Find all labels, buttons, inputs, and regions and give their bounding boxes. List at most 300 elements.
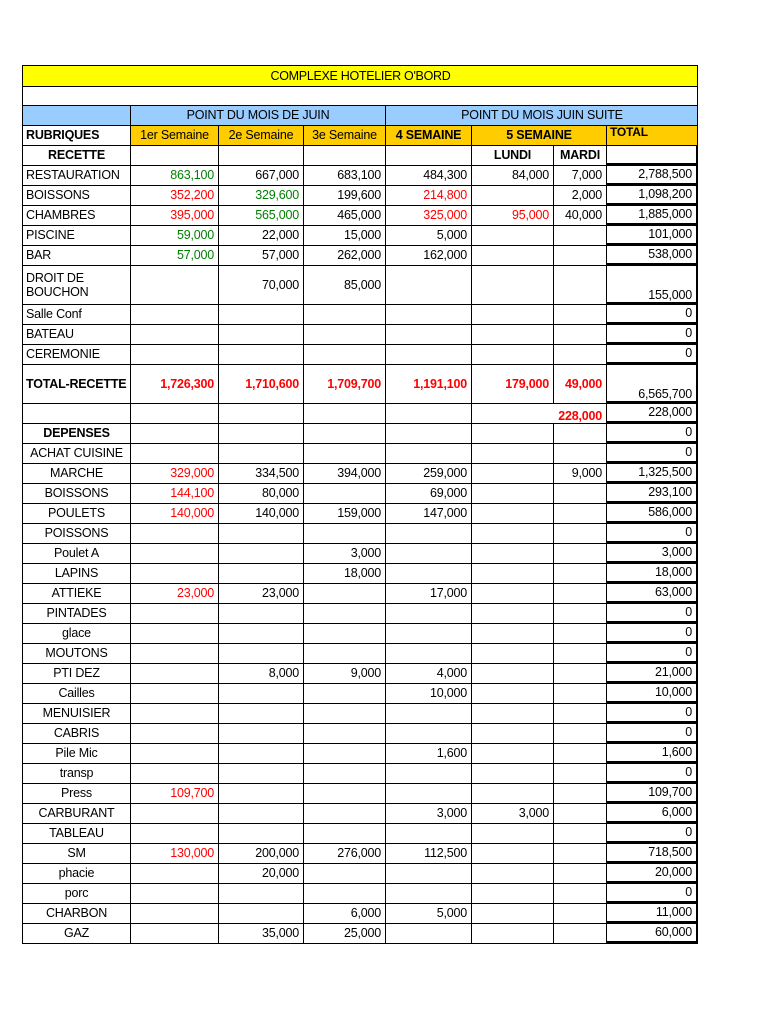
- value-cell: [471, 543, 553, 563]
- sheet-right-border: [697, 65, 698, 943]
- value-cell: [130, 443, 218, 463]
- value-cell: [218, 643, 303, 663]
- value-cell: [471, 883, 553, 903]
- total-cell: 1,600: [606, 743, 698, 763]
- value-cell: [385, 703, 471, 723]
- value-cell: [303, 623, 385, 643]
- total-cell: 0: [606, 603, 698, 623]
- value-cell: [471, 683, 553, 703]
- value-cell: [218, 543, 303, 563]
- value-cell: [385, 443, 471, 463]
- value-cell: [130, 923, 218, 943]
- value-cell: [471, 903, 553, 923]
- value-cell: [471, 663, 553, 683]
- row-label: CHAMBRES: [22, 205, 130, 225]
- value-cell: [471, 225, 553, 245]
- value-cell: 17,000: [385, 583, 471, 603]
- total-recette-value: 1,709,700: [303, 364, 385, 403]
- value-cell: [218, 623, 303, 643]
- value-cell: [553, 503, 606, 523]
- value-cell: 5,000: [385, 225, 471, 245]
- empty-cell: [385, 145, 471, 165]
- value-cell: 25,000: [303, 923, 385, 943]
- total-cell: 1,098,200: [606, 185, 698, 205]
- value-cell: [385, 523, 471, 543]
- value-cell: [303, 683, 385, 703]
- value-cell: 5,000: [385, 903, 471, 923]
- total-cell: 60,000: [606, 923, 698, 943]
- total-cell: 0: [606, 703, 698, 723]
- value-cell: [385, 304, 471, 324]
- empty-cell: [303, 423, 385, 443]
- value-cell: 20,000: [218, 863, 303, 883]
- value-cell: 214,800: [385, 185, 471, 205]
- value-cell: [471, 245, 553, 265]
- row-label: LAPINS: [22, 563, 130, 583]
- value-cell: [471, 503, 553, 523]
- header-total: TOTAL: [606, 125, 698, 145]
- value-cell: [553, 883, 606, 903]
- value-cell: [553, 324, 606, 344]
- value-cell: [218, 743, 303, 763]
- value-cell: [130, 763, 218, 783]
- value-cell: [553, 863, 606, 883]
- value-cell: [553, 245, 606, 265]
- value-cell: 683,100: [303, 165, 385, 185]
- value-cell: [553, 583, 606, 603]
- value-cell: [553, 783, 606, 803]
- value-cell: [130, 743, 218, 763]
- empty-cell: [553, 423, 606, 443]
- total-cell: 0: [606, 883, 698, 903]
- value-cell: [471, 344, 553, 364]
- value-cell: 57,000: [130, 245, 218, 265]
- value-cell: [303, 603, 385, 623]
- empty-cell: [218, 403, 303, 423]
- value-cell: 334,500: [218, 463, 303, 483]
- value-cell: 484,300: [385, 165, 471, 185]
- row-label: BATEAU: [22, 324, 130, 344]
- value-cell: [471, 623, 553, 643]
- value-cell: [553, 443, 606, 463]
- value-cell: [553, 344, 606, 364]
- value-cell: 262,000: [303, 245, 385, 265]
- value-cell: 10,000: [385, 683, 471, 703]
- value-cell: [218, 304, 303, 324]
- value-cell: [218, 563, 303, 583]
- value-cell: [553, 563, 606, 583]
- value-cell: [303, 344, 385, 364]
- value-cell: 144,100: [130, 483, 218, 503]
- row-label: CARBURANT: [22, 803, 130, 823]
- value-cell: [471, 443, 553, 463]
- value-cell: 112,500: [385, 843, 471, 863]
- value-cell: [303, 443, 385, 463]
- row-label: BOISSONS: [22, 185, 130, 205]
- value-cell: [471, 843, 553, 863]
- value-cell: [218, 523, 303, 543]
- value-cell: [218, 783, 303, 803]
- row-label: ACHAT CUISINE: [22, 443, 130, 463]
- total-cell: 538,000: [606, 245, 698, 265]
- total-recette-value: 179,000: [471, 364, 553, 403]
- row-label: Pile Mic: [22, 743, 130, 763]
- value-cell: 9,000: [553, 463, 606, 483]
- total-recette-label: TOTAL-RECETTE: [22, 364, 130, 403]
- value-cell: [385, 783, 471, 803]
- value-cell: [385, 543, 471, 563]
- total-recette-value: 1,726,300: [130, 364, 218, 403]
- empty-cell: [218, 145, 303, 165]
- value-cell: 130,000: [130, 843, 218, 863]
- header-point-juin: POINT DU MOIS DE JUIN: [130, 105, 385, 125]
- total-cell: 0: [606, 823, 698, 843]
- value-cell: [303, 583, 385, 603]
- row-label: GAZ: [22, 923, 130, 943]
- value-cell: [385, 723, 471, 743]
- value-cell: [553, 843, 606, 863]
- value-cell: 57,000: [218, 245, 303, 265]
- value-cell: 147,000: [385, 503, 471, 523]
- value-cell: [385, 883, 471, 903]
- value-cell: 394,000: [303, 463, 385, 483]
- row-label: PISCINE: [22, 225, 130, 245]
- total-recette-value: 49,000: [553, 364, 606, 403]
- value-cell: [471, 823, 553, 843]
- value-cell: 7,000: [553, 165, 606, 185]
- total-cell: 11,000: [606, 903, 698, 923]
- value-cell: [303, 823, 385, 843]
- value-cell: [303, 863, 385, 883]
- value-cell: [553, 763, 606, 783]
- value-cell: [471, 863, 553, 883]
- value-cell: 162,000: [385, 245, 471, 265]
- value-cell: [130, 703, 218, 723]
- value-cell: 565,000: [218, 205, 303, 225]
- value-cell: 22,000: [218, 225, 303, 245]
- value-cell: [130, 723, 218, 743]
- value-cell: 140,000: [218, 503, 303, 523]
- value-cell: [471, 603, 553, 623]
- value-cell: 9,000: [303, 663, 385, 683]
- value-cell: [130, 643, 218, 663]
- total-cell: 3,000: [606, 543, 698, 563]
- value-cell: [471, 185, 553, 205]
- value-cell: [385, 603, 471, 623]
- value-cell: 329,000: [130, 463, 218, 483]
- value-cell: [130, 603, 218, 623]
- recette-label: RECETTE: [22, 145, 130, 165]
- total-cell: 586,000: [606, 503, 698, 523]
- value-cell: [471, 463, 553, 483]
- value-cell: [130, 863, 218, 883]
- value-cell: [218, 324, 303, 344]
- row-label: CEREMONIE: [22, 344, 130, 364]
- value-cell: 85,000: [303, 265, 385, 304]
- value-cell: 3,000: [385, 803, 471, 823]
- row-label: POISSONS: [22, 523, 130, 543]
- value-cell: 70,000: [218, 265, 303, 304]
- empty-cell: [130, 145, 218, 165]
- value-cell: [553, 803, 606, 823]
- extra-recette-value: 228,000: [471, 403, 606, 423]
- row-label: Press: [22, 783, 130, 803]
- value-cell: [553, 623, 606, 643]
- value-cell: [130, 543, 218, 563]
- empty-cell: [385, 403, 471, 423]
- total-cell: 0: [606, 763, 698, 783]
- value-cell: [218, 883, 303, 903]
- total-cell: 20,000: [606, 863, 698, 883]
- empty-cell: [130, 403, 218, 423]
- total-cell: 1,325,500: [606, 463, 698, 483]
- value-cell: [130, 623, 218, 643]
- sheet-title: COMPLEXE HOTELIER O'BORD: [22, 65, 698, 86]
- value-cell: 325,000: [385, 205, 471, 225]
- total-recette-value: 1,710,600: [218, 364, 303, 403]
- value-cell: [218, 344, 303, 364]
- value-cell: [553, 304, 606, 324]
- value-cell: 15,000: [303, 225, 385, 245]
- value-cell: [130, 304, 218, 324]
- header-lundi: LUNDI: [471, 145, 553, 165]
- value-cell: [553, 523, 606, 543]
- value-cell: [471, 763, 553, 783]
- total-cell: 0: [606, 324, 698, 344]
- value-cell: [218, 603, 303, 623]
- value-cell: [553, 265, 606, 304]
- row-label: PINTADES: [22, 603, 130, 623]
- value-cell: 69,000: [385, 483, 471, 503]
- value-cell: [471, 723, 553, 743]
- empty-cell: [606, 145, 698, 165]
- value-cell: 3,000: [471, 803, 553, 823]
- row-label: POULETS: [22, 503, 130, 523]
- row-label: ATTIEKE: [22, 583, 130, 603]
- row-label: phacie: [22, 863, 130, 883]
- extra-recette-total: 228,000: [606, 403, 698, 423]
- value-cell: [130, 803, 218, 823]
- value-cell: [303, 483, 385, 503]
- value-cell: [553, 743, 606, 763]
- value-cell: [471, 483, 553, 503]
- value-cell: 352,200: [130, 185, 218, 205]
- value-cell: [130, 683, 218, 703]
- value-cell: [553, 483, 606, 503]
- value-cell: [385, 763, 471, 783]
- spreadsheet: [22, 65, 698, 947]
- value-cell: 863,100: [130, 165, 218, 185]
- value-cell: 80,000: [218, 483, 303, 503]
- value-cell: [471, 265, 553, 304]
- value-cell: [303, 523, 385, 543]
- value-cell: [471, 643, 553, 663]
- value-cell: [385, 643, 471, 663]
- value-cell: [385, 823, 471, 843]
- total-cell: 0: [606, 623, 698, 643]
- value-cell: [385, 863, 471, 883]
- value-cell: 1,600: [385, 743, 471, 763]
- value-cell: 395,000: [130, 205, 218, 225]
- value-cell: [218, 683, 303, 703]
- row-label: MENUISIER: [22, 703, 130, 723]
- row-label: DROIT DE BOUCHON: [22, 265, 130, 304]
- depenses-label: DEPENSES: [22, 423, 130, 443]
- value-cell: [553, 683, 606, 703]
- value-cell: 276,000: [303, 843, 385, 863]
- empty-cell: [218, 423, 303, 443]
- header-rubriques: RUBRIQUES: [22, 125, 130, 145]
- value-cell: 84,000: [471, 165, 553, 185]
- header-sem5: 5 SEMAINE: [471, 125, 606, 145]
- empty-cell: [130, 423, 218, 443]
- total-cell: 63,000: [606, 583, 698, 603]
- value-cell: [130, 823, 218, 843]
- value-cell: [303, 324, 385, 344]
- value-cell: [385, 623, 471, 643]
- row-label: CHARBON: [22, 903, 130, 923]
- value-cell: [303, 703, 385, 723]
- value-cell: [553, 543, 606, 563]
- value-cell: [303, 783, 385, 803]
- total-cell: 0: [606, 344, 698, 364]
- value-cell: [385, 923, 471, 943]
- total-cell: 0: [606, 423, 698, 443]
- value-cell: 8,000: [218, 663, 303, 683]
- value-cell: [553, 663, 606, 683]
- value-cell: 465,000: [303, 205, 385, 225]
- value-cell: [553, 823, 606, 843]
- value-cell: [218, 763, 303, 783]
- value-cell: [303, 883, 385, 903]
- blank-row: [22, 86, 698, 105]
- value-cell: [130, 523, 218, 543]
- header-blank: [22, 105, 130, 125]
- total-cell: 1,885,000: [606, 205, 698, 225]
- row-label: RESTAURATION: [22, 165, 130, 185]
- row-label: TABLEAU: [22, 823, 130, 843]
- total-cell: 2,788,500: [606, 165, 698, 185]
- value-cell: 140,000: [130, 503, 218, 523]
- row-label: CABRIS: [22, 723, 130, 743]
- total-cell: 718,500: [606, 843, 698, 863]
- row-label: Poulet A: [22, 543, 130, 563]
- value-cell: 23,000: [130, 583, 218, 603]
- value-cell: 667,000: [218, 165, 303, 185]
- value-cell: [303, 803, 385, 823]
- value-cell: [553, 903, 606, 923]
- row-label: BAR: [22, 245, 130, 265]
- value-cell: [303, 643, 385, 663]
- value-cell: [130, 344, 218, 364]
- value-cell: [303, 723, 385, 743]
- value-cell: 199,600: [303, 185, 385, 205]
- value-cell: 4,000: [385, 663, 471, 683]
- total-cell: 155,000: [606, 265, 698, 304]
- total-cell: 293,100: [606, 483, 698, 503]
- value-cell: [385, 265, 471, 304]
- header-sem2: 2e Semaine: [218, 125, 303, 145]
- empty-cell: [22, 403, 130, 423]
- value-cell: [471, 703, 553, 723]
- value-cell: [553, 225, 606, 245]
- value-cell: [130, 265, 218, 304]
- value-cell: 40,000: [553, 205, 606, 225]
- row-label: MOUTONS: [22, 643, 130, 663]
- value-cell: [130, 563, 218, 583]
- value-cell: 259,000: [385, 463, 471, 483]
- value-cell: 59,000: [130, 225, 218, 245]
- value-cell: [553, 723, 606, 743]
- total-cell: 18,000: [606, 563, 698, 583]
- row-label: glace: [22, 623, 130, 643]
- empty-cell: [471, 423, 553, 443]
- sheet-bottom-border: [22, 943, 698, 944]
- value-cell: [471, 324, 553, 344]
- header-point-juin-suite: POINT DU MOIS JUIN SUITE: [385, 105, 698, 125]
- total-cell: 10,000: [606, 683, 698, 703]
- value-cell: [303, 763, 385, 783]
- row-label: PTI DEZ: [22, 663, 130, 683]
- value-cell: [303, 304, 385, 324]
- value-cell: [471, 783, 553, 803]
- value-cell: [218, 823, 303, 843]
- value-cell: [218, 803, 303, 823]
- value-cell: 159,000: [303, 503, 385, 523]
- total-cell: 109,700: [606, 783, 698, 803]
- row-label: BOISSONS: [22, 483, 130, 503]
- total-cell: 6,000: [606, 803, 698, 823]
- value-cell: [471, 304, 553, 324]
- value-cell: [553, 643, 606, 663]
- header-sem4: 4 SEMAINE: [385, 125, 471, 145]
- total-cell: 101,000: [606, 225, 698, 245]
- value-cell: [218, 443, 303, 463]
- value-cell: [130, 324, 218, 344]
- value-cell: [553, 703, 606, 723]
- value-cell: [130, 883, 218, 903]
- empty-cell: [303, 403, 385, 423]
- value-cell: 6,000: [303, 903, 385, 923]
- value-cell: 2,000: [553, 185, 606, 205]
- value-cell: 95,000: [471, 205, 553, 225]
- value-cell: [385, 563, 471, 583]
- header-mardi: MARDI: [553, 145, 606, 165]
- value-cell: [218, 723, 303, 743]
- total-recette-value: 1,191,100: [385, 364, 471, 403]
- value-cell: [385, 324, 471, 344]
- value-cell: [471, 563, 553, 583]
- value-cell: [471, 743, 553, 763]
- empty-cell: [385, 423, 471, 443]
- value-cell: [218, 703, 303, 723]
- value-cell: [471, 923, 553, 943]
- value-cell: [471, 583, 553, 603]
- value-cell: 23,000: [218, 583, 303, 603]
- total-recette-total: 6,565,700: [606, 364, 698, 403]
- value-cell: [218, 903, 303, 923]
- value-cell: [553, 603, 606, 623]
- empty-cell: [303, 145, 385, 165]
- value-cell: [553, 923, 606, 943]
- row-label: MARCHE: [22, 463, 130, 483]
- value-cell: 3,000: [303, 543, 385, 563]
- row-label: transp: [22, 763, 130, 783]
- row-label: porc: [22, 883, 130, 903]
- total-cell: 0: [606, 523, 698, 543]
- value-cell: 35,000: [218, 923, 303, 943]
- value-cell: [471, 523, 553, 543]
